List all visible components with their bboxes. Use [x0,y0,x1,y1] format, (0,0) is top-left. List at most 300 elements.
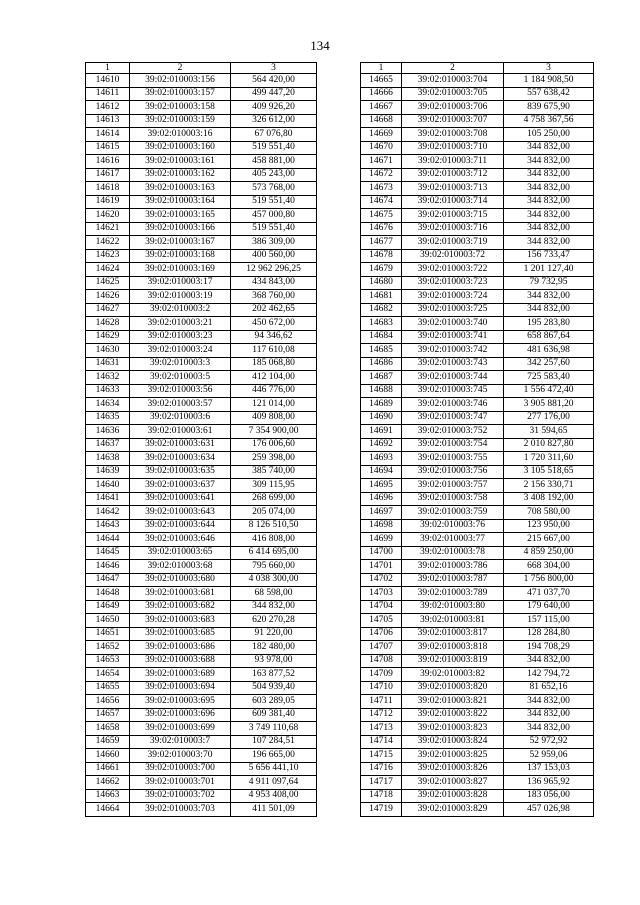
cadastral-number: 39:02:010003:759 [402,506,504,520]
cadastral-number: 39:02:010003:169 [130,263,231,277]
cadastral-number: 39:02:010003:723 [402,276,504,290]
cadastral-number: 39:02:010003:822 [402,708,504,722]
value: 205 074,00 [231,506,317,520]
cadastral-number: 39:02:010003:643 [130,506,231,520]
row-number: 14647 [86,573,130,587]
value: 123 950,00 [504,519,594,533]
cadastral-number: 39:02:010003:755 [402,452,504,466]
table-row [361,101,594,115]
table-row [86,195,317,209]
row-number: 14711 [361,695,402,709]
cadastral-number: 39:02:010003:57 [130,398,231,412]
table-row [361,627,594,641]
table-row [86,587,317,601]
cadastral-number: 39:02:010003:819 [402,654,504,668]
row-number: 14679 [361,263,402,277]
cadastral-number: 39:02:010003:719 [402,236,504,250]
cadastral-number: 39:02:010003:702 [130,789,231,803]
table-row [361,519,594,533]
table-row [86,182,317,196]
table-row [86,452,317,466]
table-row [86,546,317,560]
value: 344 832,00 [504,722,594,736]
table-row [361,384,594,398]
row-number: 14642 [86,506,130,520]
value: 344 832,00 [231,600,317,614]
row-number: 14622 [86,236,130,250]
table-row [361,803,594,817]
value: 107 284,51 [231,735,317,749]
cadastral-number: 39:02:010003:77 [402,533,504,547]
row-number: 14648 [86,587,130,601]
table-row [361,168,594,182]
table-row [361,722,594,736]
row-number: 14612 [86,101,130,115]
cadastral-number: 39:02:010003:157 [130,87,231,101]
value: 499 447,20 [231,87,317,101]
value: 121 014,00 [231,398,317,412]
table-row [361,546,594,560]
row-number: 14683 [361,317,402,331]
value: 79 732,95 [504,276,594,290]
row-number: 14638 [86,452,130,466]
row-number: 14640 [86,479,130,493]
table-row [86,438,317,452]
header-row [361,63,594,74]
value: 457 026,98 [504,803,594,817]
table-row [86,330,317,344]
row-number: 14655 [86,681,130,695]
table-row [361,141,594,155]
value: 400 560,00 [231,249,317,263]
value: 344 832,00 [504,155,594,169]
cadastral-number: 39:02:010003:61 [130,425,231,439]
row-number: 14630 [86,344,130,358]
table-row [86,465,317,479]
cadastral-number: 39:02:010003:829 [402,803,504,817]
cadastral-number: 39:02:010003:786 [402,560,504,574]
row-number: 14620 [86,209,130,223]
table-row [361,317,594,331]
table-row [86,803,317,817]
table-row [361,479,594,493]
row-number: 14667 [361,101,402,115]
table-row [361,452,594,466]
value: 620 270,28 [231,614,317,628]
row-number: 14712 [361,708,402,722]
table-row [86,209,317,223]
table-row [86,101,317,115]
table-row [86,155,317,169]
value: 31 594,65 [504,425,594,439]
value: 81 652,16 [504,681,594,695]
row-number: 14671 [361,155,402,169]
table-row [86,533,317,547]
value: 4 038 300,00 [231,573,317,587]
cadastral-number: 39:02:010003:821 [402,695,504,709]
cadastral-number: 39:02:010003:789 [402,587,504,601]
table-row [86,384,317,398]
cadastral-number: 39:02:010003:746 [402,398,504,412]
table-row [361,398,594,412]
table-row [86,168,317,182]
table-row [361,560,594,574]
value: 137 153,03 [504,762,594,776]
value: 309 115,95 [231,479,317,493]
table-row [361,411,594,425]
value: 458 881,00 [231,155,317,169]
cadastral-number: 39:02:010003:704 [402,74,504,88]
cadastral-number: 39:02:010003:756 [402,465,504,479]
value: 326 612,00 [231,114,317,128]
value: 2 010 827,80 [504,438,594,452]
table-row [361,776,594,790]
column-header: 3 [504,63,594,74]
value: 450 672,00 [231,317,317,331]
cadastral-number: 39:02:010003:156 [130,74,231,88]
value: 195 283,80 [504,317,594,331]
value: 344 832,00 [504,695,594,709]
row-number: 14694 [361,465,402,479]
value: 344 832,00 [504,654,594,668]
cadastral-number: 39:02:010003:19 [130,290,231,304]
table-row [86,236,317,250]
value: 185 068,80 [231,357,317,371]
value: 1 184 908,50 [504,74,594,88]
value: 176 006,60 [231,438,317,452]
cadastral-number: 39:02:010003:16 [130,128,231,142]
cadastral-number: 39:02:010003:681 [130,587,231,601]
table-row [86,398,317,412]
cadastral-number: 39:02:010003:644 [130,519,231,533]
cadastral-number: 39:02:010003:706 [402,101,504,115]
value: 609 381,40 [231,708,317,722]
table-row [361,506,594,520]
value: 68 598,00 [231,587,317,601]
row-number: 14699 [361,533,402,547]
cadastral-number: 39:02:010003:714 [402,195,504,209]
row-number: 14619 [86,195,130,209]
table-row [86,357,317,371]
value: 52 959,06 [504,749,594,763]
cadastral-number: 39:02:010003:820 [402,681,504,695]
value: 519 551,40 [231,222,317,236]
row-number: 14669 [361,128,402,142]
cadastral-number: 39:02:010003:743 [402,357,504,371]
table-row [361,74,594,88]
row-number: 14690 [361,411,402,425]
cadastral-number: 39:02:010003:160 [130,141,231,155]
value: 5 656 441,10 [231,762,317,776]
value: 7 354 900,00 [231,425,317,439]
column-header: 1 [86,63,130,74]
value: 1 556 472,40 [504,384,594,398]
row-number: 14629 [86,330,130,344]
row-number: 14687 [361,371,402,385]
table-row [361,425,594,439]
table-row [361,290,594,304]
cadastral-number: 39:02:010003:740 [402,317,504,331]
table-row [86,641,317,655]
page-number: 134 [310,38,330,53]
row-number: 14670 [361,141,402,155]
value: 157 115,00 [504,614,594,628]
value: 409 808,00 [231,411,317,425]
cadastral-number: 39:02:010003:163 [130,182,231,196]
value: 342 257,60 [504,357,594,371]
row-number: 14678 [361,249,402,263]
cadastral-number: 39:02:010003:689 [130,668,231,682]
cadastral-number: 39:02:010003:680 [130,573,231,587]
table-row [86,222,317,236]
cadastral-number: 39:02:010003:162 [130,168,231,182]
table-row [86,735,317,749]
table-row [86,317,317,331]
row-number: 14660 [86,749,130,763]
table-row [86,776,317,790]
value: 4 911 097,64 [231,776,317,790]
cadastral-number: 39:02:010003:685 [130,627,231,641]
row-number: 14644 [86,533,130,547]
cadastral-number: 39:02:010003:826 [402,762,504,776]
cadastral-number: 39:02:010003:695 [130,695,231,709]
row-number: 14641 [86,492,130,506]
value: 8 126 510,50 [231,519,317,533]
cadastral-number: 39:02:010003:70 [130,749,231,763]
value: 603 289,05 [231,695,317,709]
table-row [361,492,594,506]
row-number: 14650 [86,614,130,628]
cadastral-number: 39:02:010003:708 [402,128,504,142]
cadastral-number: 39:02:010003:741 [402,330,504,344]
table-row [361,209,594,223]
table-row [361,641,594,655]
row-number: 14635 [86,411,130,425]
row-number: 14645 [86,546,130,560]
row-number: 14689 [361,398,402,412]
cadastral-number: 39:02:010003:696 [130,708,231,722]
value: 504 939,40 [231,681,317,695]
cadastral-number: 39:02:010003:712 [402,168,504,182]
value: 93 978,00 [231,654,317,668]
row-number: 14713 [361,722,402,736]
cadastral-number: 39:02:010003:631 [130,438,231,452]
cadastral-number: 39:02:010003:641 [130,492,231,506]
value: 183 056,00 [504,789,594,803]
table-row [86,762,317,776]
row-number: 14717 [361,776,402,790]
row-number: 14631 [86,357,130,371]
row-number: 14668 [361,114,402,128]
table-row [361,587,594,601]
value: 105 250,00 [504,128,594,142]
cadastral-number: 39:02:010003:682 [130,600,231,614]
value: 259 398,00 [231,452,317,466]
row-number: 14697 [361,506,402,520]
table-row [86,668,317,682]
value: 344 832,00 [504,303,594,317]
cadastral-number: 39:02:010003:824 [402,735,504,749]
value: 481 636,98 [504,344,594,358]
value: 446 776,00 [231,384,317,398]
row-number: 14676 [361,222,402,236]
row-number: 14626 [86,290,130,304]
table-row [86,600,317,614]
cadastral-number: 39:02:010003:710 [402,141,504,155]
cadastral-number: 39:02:010003:744 [402,371,504,385]
row-number: 14614 [86,128,130,142]
cadastral-number: 39:02:010003:7 [130,735,231,749]
table-row [361,276,594,290]
row-number: 14693 [361,452,402,466]
row-number: 14649 [86,600,130,614]
table-row [86,722,317,736]
cadastral-number: 39:02:010003:752 [402,425,504,439]
table-row [361,573,594,587]
cadastral-number: 39:02:010003:722 [402,263,504,277]
row-number: 14708 [361,654,402,668]
row-number: 14662 [86,776,130,790]
value: 4 758 367,56 [504,114,594,128]
row-number: 14709 [361,668,402,682]
table-row [361,87,594,101]
table-row [86,114,317,128]
value: 1 756 800,00 [504,573,594,587]
row-number: 14715 [361,749,402,763]
table-row [361,438,594,452]
value: 344 832,00 [504,182,594,196]
table-row [361,762,594,776]
cadastral-number: 39:02:010003:167 [130,236,231,250]
row-number: 14673 [361,182,402,196]
value: 368 760,00 [231,290,317,304]
value: 457 000,80 [231,209,317,223]
table-row [361,465,594,479]
cadastral-number: 39:02:010003:82 [402,668,504,682]
row-number: 14651 [86,627,130,641]
value: 344 832,00 [504,141,594,155]
value: 411 501,09 [231,803,317,817]
table-row [361,195,594,209]
table-row [361,668,594,682]
row-number: 14702 [361,573,402,587]
cadastral-number: 39:02:010003:817 [402,627,504,641]
cadastral-number: 39:02:010003:754 [402,438,504,452]
table-row [86,411,317,425]
value: 344 832,00 [504,195,594,209]
table-row [361,600,594,614]
cadastral-number: 39:02:010003:168 [130,249,231,263]
table-row [361,735,594,749]
cadastral-number: 39:02:010003:828 [402,789,504,803]
table-row [86,344,317,358]
row-number: 14621 [86,222,130,236]
value: 202 462,65 [231,303,317,317]
cadastral-number: 39:02:010003:715 [402,209,504,223]
cadastral-number: 39:02:010003:80 [402,600,504,614]
cadastral-number: 39:02:010003:818 [402,641,504,655]
row-number: 14627 [86,303,130,317]
right-table-body [361,74,594,817]
row-number: 14714 [361,735,402,749]
cadastral-number: 39:02:010003:165 [130,209,231,223]
row-number: 14688 [361,384,402,398]
value: 215 667,00 [504,533,594,547]
table-row [86,492,317,506]
row-number: 14666 [361,87,402,101]
value: 117 610,08 [231,344,317,358]
value: 128 284,80 [504,627,594,641]
table-row [361,654,594,668]
header-row [86,63,317,74]
table-row [361,182,594,196]
value: 344 832,00 [504,290,594,304]
row-number: 14705 [361,614,402,628]
row-number: 14716 [361,762,402,776]
table-row [361,249,594,263]
row-number: 14680 [361,276,402,290]
table-row [86,290,317,304]
value: 12 962 296,25 [231,263,317,277]
row-number: 14700 [361,546,402,560]
row-number: 14698 [361,519,402,533]
table-row [86,519,317,533]
cadastral-number: 39:02:010003:694 [130,681,231,695]
value: 434 843,00 [231,276,317,290]
cadastral-number: 39:02:010003:742 [402,344,504,358]
cadastral-number: 39:02:010003:646 [130,533,231,547]
cadastral-number: 39:02:010003:725 [402,303,504,317]
value: 519 551,40 [231,141,317,155]
value: 658 867,64 [504,330,594,344]
value: 386 309,00 [231,236,317,250]
cadastral-number: 39:02:010003:827 [402,776,504,790]
table-row [86,87,317,101]
value: 3 749 110,68 [231,722,317,736]
row-number: 14615 [86,141,130,155]
cadastral-number: 39:02:010003:758 [402,492,504,506]
row-number: 14610 [86,74,130,88]
row-number: 14657 [86,708,130,722]
table-row [361,330,594,344]
value: 67 076,80 [231,128,317,142]
value: 795 660,00 [231,560,317,574]
table-row [361,357,594,371]
value: 163 877,52 [231,668,317,682]
value: 91 220,00 [231,627,317,641]
cadastral-number: 39:02:010003:159 [130,114,231,128]
cadastral-number: 39:02:010003:724 [402,290,504,304]
value: 519 551,40 [231,195,317,209]
row-number: 14677 [361,236,402,250]
table-row [86,371,317,385]
table-row [361,236,594,250]
cadastral-number: 39:02:010003:161 [130,155,231,169]
cadastral-number: 39:02:010003:637 [130,479,231,493]
row-number: 14704 [361,600,402,614]
value: 3 105 518,65 [504,465,594,479]
row-number: 14691 [361,425,402,439]
cadastral-number: 39:02:010003:78 [402,546,504,560]
value: 4 953 408,00 [231,789,317,803]
table-row [86,695,317,709]
row-number: 14706 [361,627,402,641]
column-header: 2 [130,63,231,74]
value: 412 104,00 [231,371,317,385]
cadastral-number: 39:02:010003:2 [130,303,231,317]
row-number: 14682 [361,303,402,317]
row-number: 14674 [361,195,402,209]
